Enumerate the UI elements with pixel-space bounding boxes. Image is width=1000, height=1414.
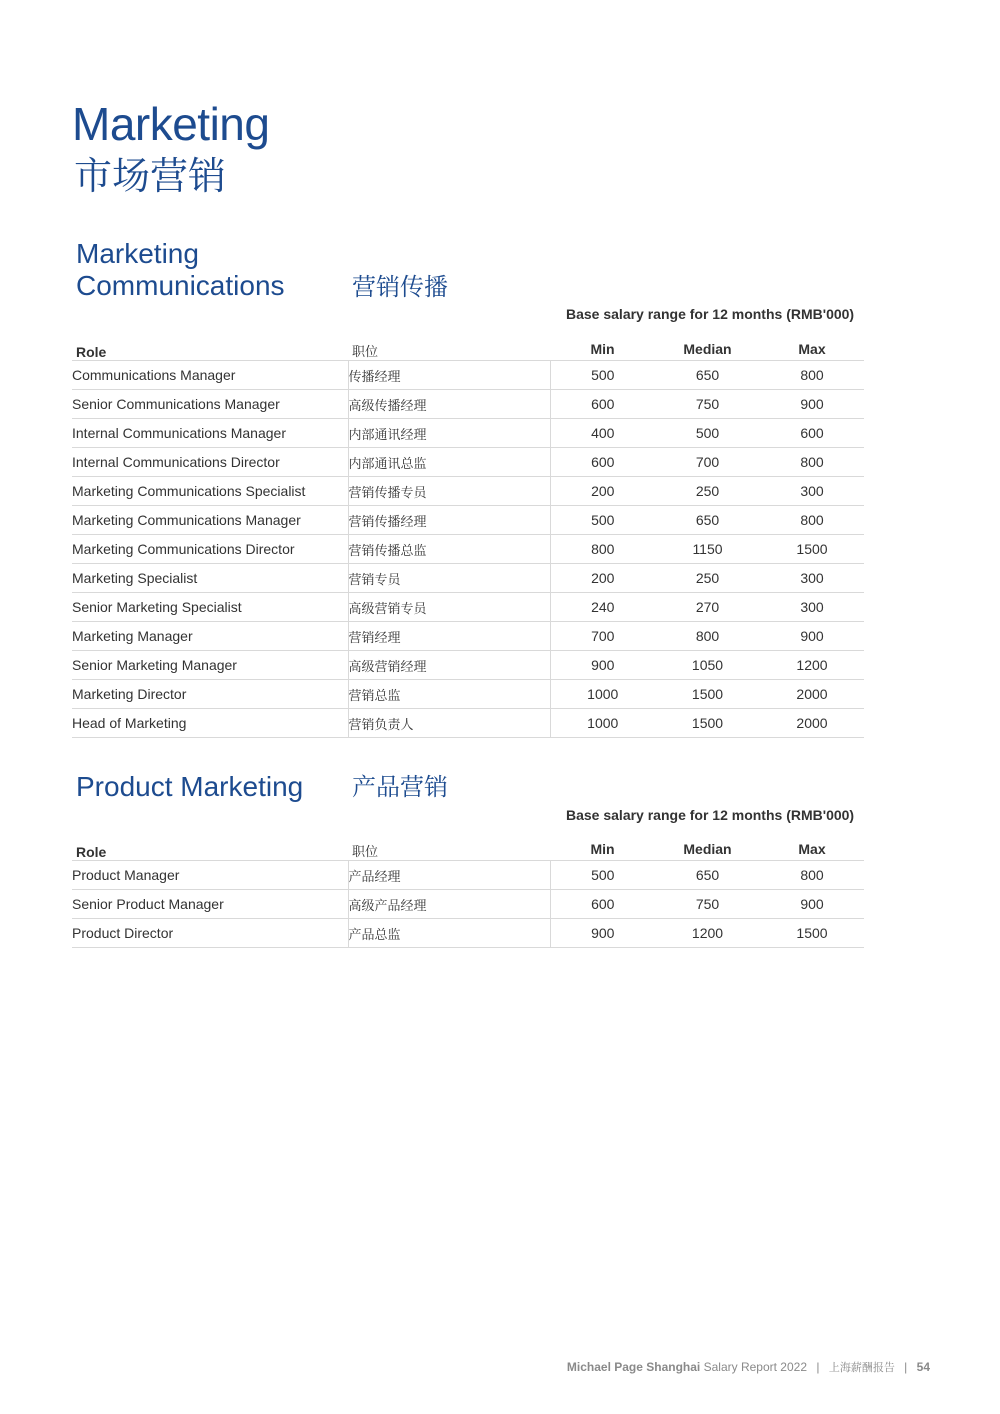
max-cell: 900 [760, 390, 864, 419]
section-title-cn: 产品营销 [352, 773, 448, 801]
role-cell: Head of Marketing [72, 709, 348, 738]
header-role: Role [76, 344, 107, 360]
section-title-marketing-communications [76, 238, 285, 302]
min-cell: 200 [550, 477, 655, 506]
max-cell: 600 [760, 419, 864, 448]
role-cn-cell: 高级营销专员 [348, 593, 550, 622]
median-cell: 1150 [655, 535, 760, 564]
salary-table-product-marketing [72, 829, 864, 948]
median-cell: 650 [655, 361, 760, 390]
section-title-cn: 营销传播 [352, 273, 448, 301]
median-cell: 270 [655, 593, 760, 622]
role-cell: Senior Communications Manager [72, 390, 348, 419]
table-row [72, 448, 864, 477]
min-cell: 1000 [550, 709, 655, 738]
max-cell: 300 [760, 564, 864, 593]
max-cell: 300 [760, 477, 864, 506]
max-cell: 1200 [760, 651, 864, 680]
role-cell: Communications Manager [72, 361, 348, 390]
table-row [72, 709, 864, 738]
min-cell: 1000 [550, 680, 655, 709]
header-median: Median [683, 341, 732, 357]
min-cell: 900 [550, 651, 655, 680]
role-cell: Product Director [72, 919, 348, 948]
header-min: Min [590, 841, 615, 857]
table-row [72, 564, 864, 593]
section-title-product-marketing: Product Marketing [76, 771, 304, 802]
min-cell: 600 [550, 448, 655, 477]
role-cell: Product Manager [72, 861, 348, 890]
role-cn-cell: 内部通讯经理 [348, 419, 550, 448]
role-cn-cell: 营销专员 [348, 564, 550, 593]
header-role: Role [76, 844, 107, 860]
table-row [72, 680, 864, 709]
section-title-line1: Marketing [76, 238, 199, 269]
page-number: 54 [916, 1360, 930, 1374]
role-cn-cell: 营销经理 [348, 622, 550, 651]
median-cell: 1500 [655, 709, 760, 738]
median-cell: 700 [655, 448, 760, 477]
footer-separator: | [816, 1360, 820, 1374]
min-cell: 200 [550, 564, 655, 593]
max-cell: 800 [760, 448, 864, 477]
page-title: Marketing [72, 98, 270, 150]
max-cell: 1500 [760, 919, 864, 948]
table-row [72, 890, 864, 919]
median-cell: 650 [655, 861, 760, 890]
salary-range-label: Base salary range for 12 months (RMB'000) [566, 807, 855, 823]
max-cell: 800 [760, 506, 864, 535]
table-row [72, 419, 864, 448]
median-cell: 650 [655, 506, 760, 535]
table-row [72, 477, 864, 506]
page-title-cn: 市场营销 [74, 154, 227, 198]
role-cn-cell: 营销传播总监 [348, 535, 550, 564]
table-row [72, 390, 864, 419]
role-cn-cell: 产品总监 [348, 919, 550, 948]
max-cell: 800 [760, 861, 864, 890]
table-row [72, 919, 864, 948]
section-title-line2: Communications [76, 270, 285, 301]
table-row [72, 361, 864, 390]
min-cell: 500 [550, 861, 655, 890]
median-cell: 1200 [655, 919, 760, 948]
role-cn-cell: 高级产品经理 [348, 890, 550, 919]
table-row [72, 535, 864, 564]
role-cn-cell: 营销负责人 [348, 709, 550, 738]
role-cell: Marketing Specialist [72, 564, 348, 593]
median-cell: 250 [655, 564, 760, 593]
role-cn-cell: 营销总监 [348, 680, 550, 709]
role-cn-cell: 内部通讯总监 [348, 448, 550, 477]
min-cell: 240 [550, 593, 655, 622]
role-cell: Marketing Communications Director [72, 535, 348, 564]
footer-report-cn: 上海薪酬报告 [828, 1361, 895, 1374]
role-cell: Marketing Communications Specialist [72, 477, 348, 506]
role-cn-cell: 高级营销经理 [348, 651, 550, 680]
role-cn-cell: 高级传播经理 [348, 390, 550, 419]
min-cell: 600 [550, 390, 655, 419]
min-cell: 400 [550, 419, 655, 448]
table-header-row [72, 329, 864, 361]
role-cell: Senior Marketing Specialist [72, 593, 348, 622]
role-cell: Senior Product Manager [72, 890, 348, 919]
max-cell: 800 [760, 361, 864, 390]
header-max: Max [798, 341, 826, 357]
median-cell: 750 [655, 390, 760, 419]
salary-range-label: Base salary range for 12 months (RMB'000) [566, 306, 855, 322]
median-cell: 500 [655, 419, 760, 448]
min-cell: 500 [550, 361, 655, 390]
median-cell: 250 [655, 477, 760, 506]
header-median: Median [683, 841, 732, 857]
footer-separator: | [904, 1360, 908, 1374]
max-cell: 1500 [760, 535, 864, 564]
table-row [72, 861, 864, 890]
role-cell: Internal Communications Director [72, 448, 348, 477]
role-cn-cell: 产品经理 [348, 861, 550, 890]
header-role-cn: 职位 [352, 845, 379, 860]
max-cell: 300 [760, 593, 864, 622]
header-max: Max [798, 841, 826, 857]
min-cell: 800 [550, 535, 655, 564]
role-cn-cell: 营销传播专员 [348, 477, 550, 506]
median-cell: 1500 [655, 680, 760, 709]
role-cell: Marketing Director [72, 680, 348, 709]
role-cell: Marketing Communications Manager [72, 506, 348, 535]
role-cell: Marketing Manager [72, 622, 348, 651]
role-cn-cell: 营销传播经理 [348, 506, 550, 535]
page-footer [567, 1359, 930, 1375]
role-cell: Internal Communications Manager [72, 419, 348, 448]
min-cell: 500 [550, 506, 655, 535]
role-cell: Senior Marketing Manager [72, 651, 348, 680]
median-cell: 800 [655, 622, 760, 651]
role-cn-cell: 传播经理 [348, 361, 550, 390]
footer-brand: Michael Page Shanghai [566, 1360, 701, 1374]
salary-table-marketing-communications [72, 329, 864, 738]
median-cell: 1050 [655, 651, 760, 680]
max-cell: 900 [760, 622, 864, 651]
max-cell: 2000 [760, 680, 864, 709]
median-cell: 750 [655, 890, 760, 919]
table-row [72, 651, 864, 680]
table-header-row [72, 829, 864, 861]
footer-report: Salary Report 2022 [703, 1360, 808, 1374]
min-cell: 700 [550, 622, 655, 651]
min-cell: 600 [550, 890, 655, 919]
max-cell: 2000 [760, 709, 864, 738]
min-cell: 900 [550, 919, 655, 948]
table-row [72, 593, 864, 622]
header-min: Min [590, 341, 615, 357]
max-cell: 900 [760, 890, 864, 919]
table-row [72, 622, 864, 651]
header-role-cn: 职位 [352, 345, 379, 360]
table-row [72, 506, 864, 535]
